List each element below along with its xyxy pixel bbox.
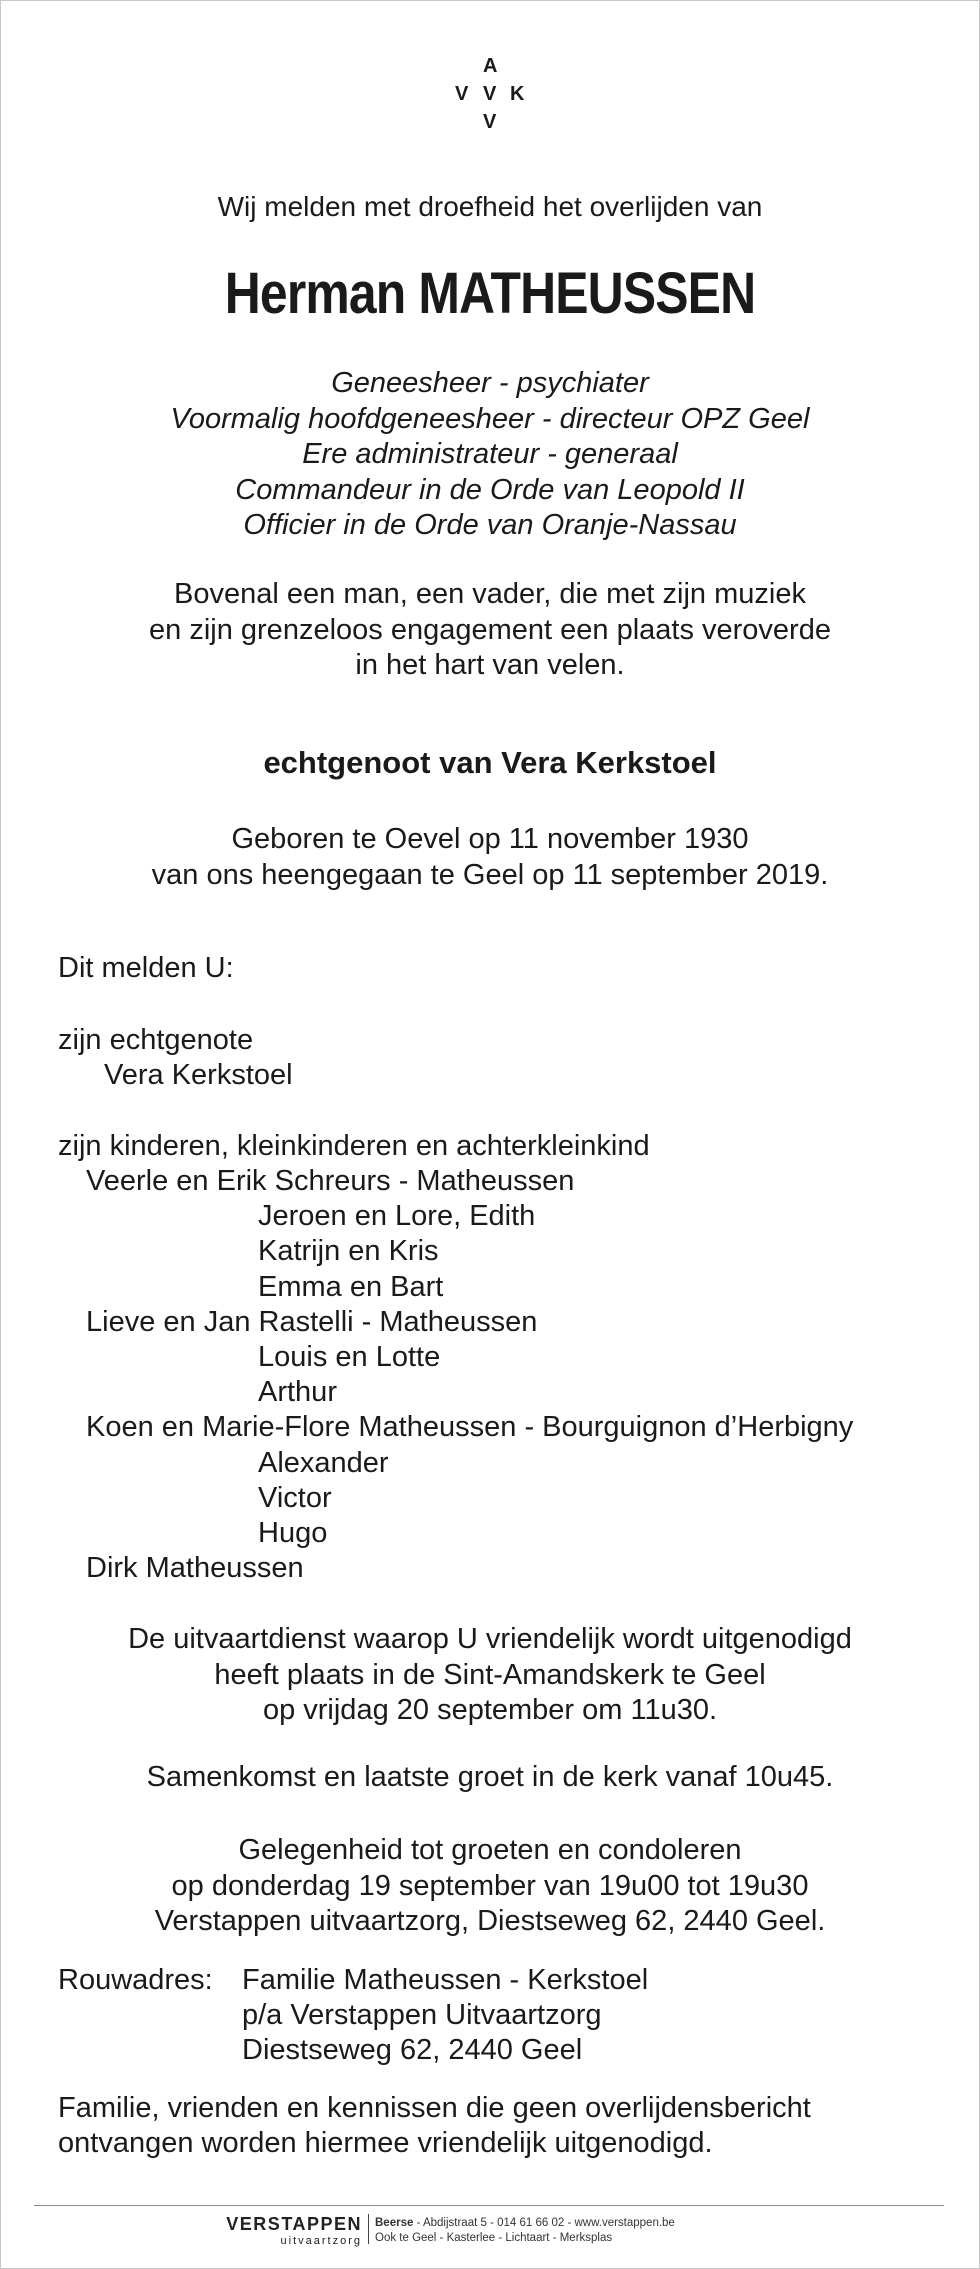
title-line: Commandeur in de Orde van Leopold II bbox=[235, 473, 745, 506]
birth-line: Geboren te Oevel op 11 november 1930 bbox=[231, 823, 749, 855]
avvk-emblem-icon bbox=[450, 56, 530, 136]
tribute-block bbox=[0, 577, 980, 684]
footer-address bbox=[375, 2216, 675, 2246]
children-label: zijn kinderen, kleinkinderen en achterkleinkind bbox=[58, 1130, 650, 1162]
funeral-line: op vrijdag 20 september om 11u30. bbox=[262, 1694, 718, 1726]
death-line: van ons heengegaan te Geel op 11 september 2019. bbox=[151, 858, 829, 891]
family-line: Dirk Matheussen bbox=[86, 1552, 304, 1584]
funeral-home-logo bbox=[212, 2213, 362, 2247]
title-line: Geneesheer - psychiater bbox=[331, 367, 649, 399]
address-label: Rouwadres: bbox=[58, 1964, 213, 1996]
family-line: Alexander bbox=[258, 1447, 389, 1479]
title-line: Ere administrateur - generaal bbox=[302, 438, 678, 470]
address-line: p/a Verstappen Uitvaartzorg bbox=[242, 1999, 602, 2031]
family-line: Jeroen en Lore, Edith bbox=[258, 1200, 536, 1232]
family-line: Arthur bbox=[258, 1376, 337, 1408]
closing-line: Familie, vrienden en kennissen die geen overlijdensbericht bbox=[58, 2092, 811, 2124]
tribute-line: in het hart van velen. bbox=[355, 649, 625, 681]
tribute-line: Bovenal een man, een vader, die met zijn muziek bbox=[174, 578, 806, 610]
condolence-line: Gelegenheid tot groeten en condoleren bbox=[238, 1834, 742, 1866]
tribute-line: en zijn grenzeloos engagement een plaats veroverde bbox=[149, 613, 831, 646]
titles-block bbox=[0, 366, 980, 544]
emblem-letter-left: V bbox=[455, 83, 469, 105]
closing-line: ontvangen worden hiermee vriendelijk uitgenodigd. bbox=[58, 2127, 713, 2159]
emblem-letter-bottom: V bbox=[483, 111, 497, 133]
family-line: Hugo bbox=[258, 1517, 328, 1549]
deceased-name: Herman MATHEUSSEN bbox=[224, 261, 756, 326]
spouse-name: Vera Kerkstoel bbox=[104, 1059, 293, 1091]
gathering-text: Samenkomst en laatste groet in de kerk vanaf 10u45. bbox=[146, 1761, 834, 1793]
logo-subtitle: uitvaartzorg bbox=[280, 2235, 362, 2247]
family-line: Victor bbox=[258, 1482, 332, 1514]
emblem-letter-center: V bbox=[483, 83, 497, 105]
office-details: - Abdijstraat 5 - 014 61 66 02 - www.verstappen.be bbox=[413, 2217, 675, 2229]
family-line: Koen en Marie-Flore Matheussen - Bourguignon d’Herbigny bbox=[86, 1411, 854, 1443]
family-line: Louis en Lotte bbox=[258, 1341, 441, 1373]
title-line: Voormalig hoofdgeneesheer - directeur OPZ Geel bbox=[170, 402, 810, 435]
office-name: Beerse bbox=[375, 2217, 414, 2229]
emblem-letter-top: A bbox=[483, 55, 498, 77]
condolence-line: Verstappen uitvaartzorg, Diestseweg 62, 2440 Geel. bbox=[154, 1905, 826, 1937]
footer-separator bbox=[368, 2214, 369, 2244]
announce-text: Dit melden U: bbox=[58, 952, 234, 984]
dates-block bbox=[0, 822, 980, 893]
family-line: Emma en Bart bbox=[258, 1271, 444, 1303]
funeral-line: heeft plaats in de Sint-Amandskerk te Geel bbox=[214, 1658, 766, 1691]
title-line: Officier in de Orde van Oranje-Nassau bbox=[243, 509, 737, 541]
condolence-line: op donderdag 19 september van 19u00 tot 19u30 bbox=[171, 1869, 809, 1902]
emblem-letter-right: K bbox=[510, 83, 525, 105]
family-line: Veerle en Erik Schreurs - Matheussen bbox=[86, 1165, 575, 1197]
condolences-block bbox=[0, 1833, 980, 1940]
other-offices: Ook te Geel - Kasterlee - Lichtaart - Merksplas bbox=[375, 2232, 613, 2244]
footer-divider bbox=[34, 2205, 944, 2206]
intro-text: Wij melden met droefheid het overlijden van bbox=[217, 191, 763, 222]
funeral-line: De uitvaartdienst waarop U vriendelijk wordt uitgenodigd bbox=[128, 1623, 852, 1655]
spouse-line: echtgenoot van Vera Kerkstoel bbox=[263, 745, 717, 780]
address-line: Diestseweg 62, 2440 Geel bbox=[242, 2034, 583, 2066]
logo-name: VERSTAPPEN bbox=[226, 2214, 362, 2234]
spouse-label: zijn echtgenote bbox=[58, 1024, 254, 1056]
funeral-block bbox=[0, 1622, 980, 1729]
family-line: Katrijn en Kris bbox=[258, 1235, 439, 1267]
address-line: Familie Matheussen - Kerkstoel bbox=[242, 1964, 649, 1996]
family-line: Lieve en Jan Rastelli - Matheussen bbox=[86, 1306, 538, 1338]
